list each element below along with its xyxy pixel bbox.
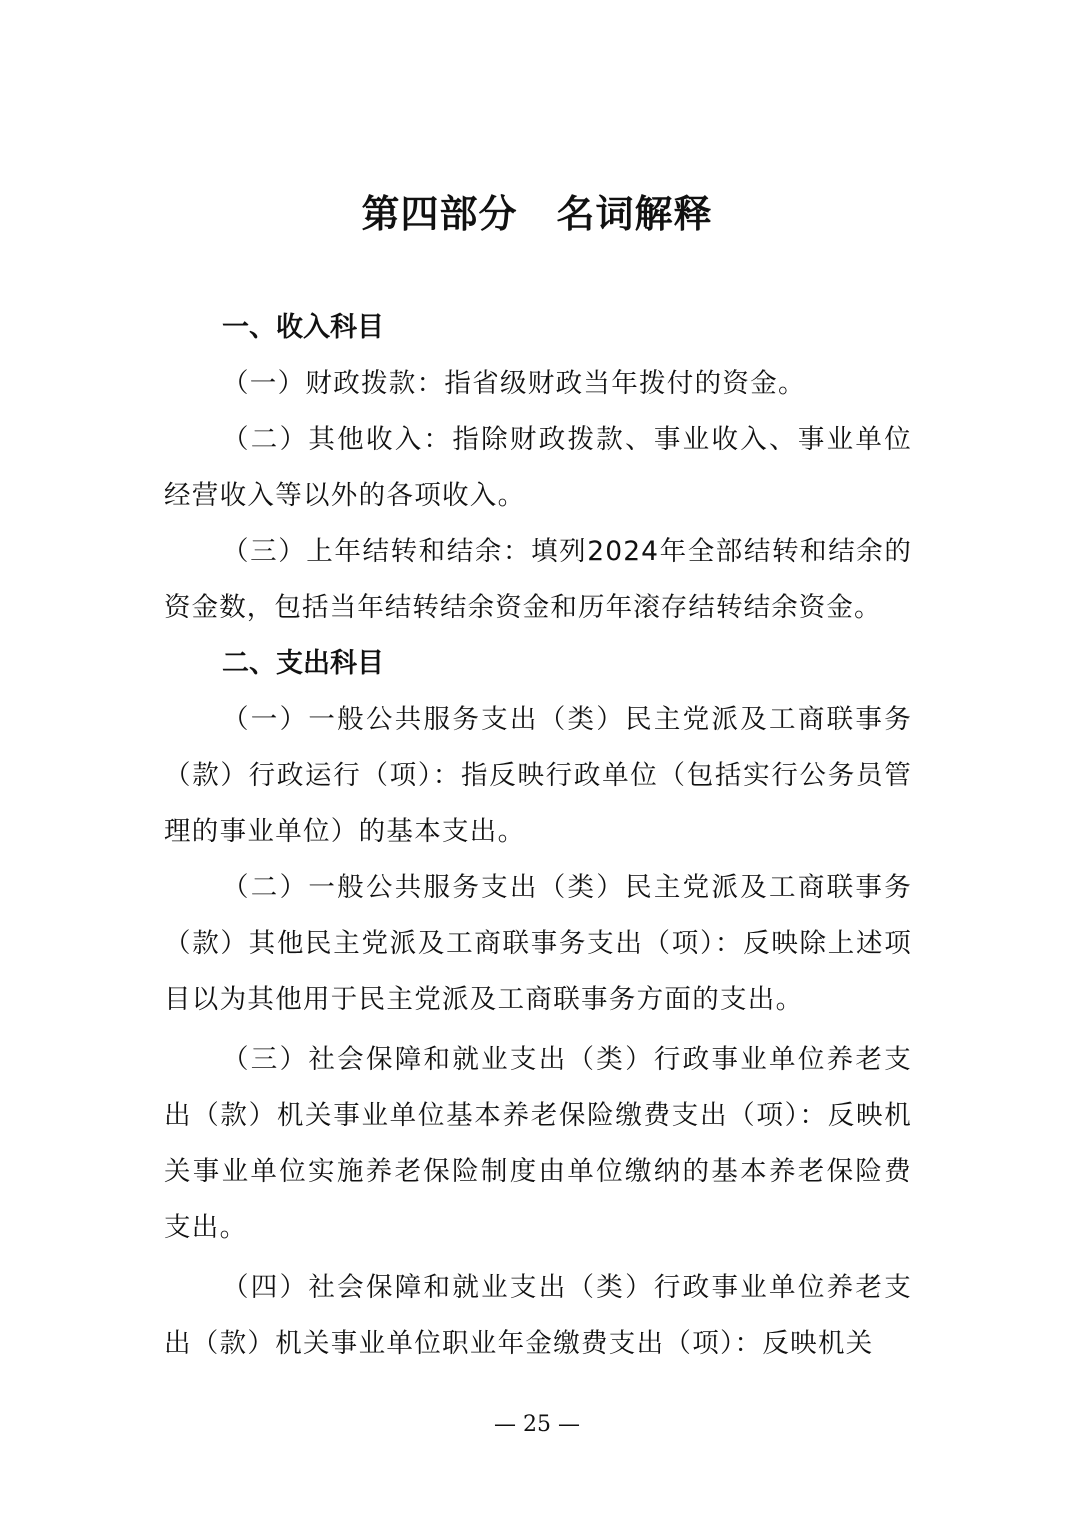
section-heading-income: 一、收入科目 xyxy=(222,312,384,343)
expenditure-item-2: （二）一般公共服务支出（类）民主党派及工商联事务（款）其他民主党派及工商联事务支出（项）：反映除上述项目以为其他用于民主党派及工商联事务方面的支出。 xyxy=(164,872,912,1015)
income-item-2: （二）其他收入：指除财政拨款、事业收入、事业单位经营收入等以外的各项收入。 xyxy=(164,424,912,511)
document-body xyxy=(164,300,912,1372)
section-heading-expenditure: 二、支出科目 xyxy=(222,648,384,679)
income-item-3: （三）上年结转和结余：填列2024年全部结转和结余的资金数，包括当年结转结余资金和历年滚存结转结余资金。 xyxy=(164,536,912,623)
page-number: — 25 — xyxy=(494,1412,580,1437)
expenditure-item-4: （四）社会保障和就业支出（类）行政事业单位养老支出（款）机关事业单位职业年金缴费支出（项）：反映机关 xyxy=(164,1272,912,1359)
expenditure-item-1: （一）一般公共服务支出（类）民主党派及工商联事务（款）行政运行（项）：指反映行政单位（包括实行公务员管理的事业单位）的基本支出。 xyxy=(164,704,912,847)
expenditure-item-3: （三）社会保障和就业支出（类）行政事业单位养老支出（款）机关事业单位基本养老保险缴费支出（项）：反映机关事业单位实施养老保险制度由单位缴纳的基本养老保险费支出。 xyxy=(164,1044,912,1243)
page-title: 第四部分 名词解释 xyxy=(361,191,713,236)
income-item-1: （一）财政拨款：指省级财政当年拨付的资金。 xyxy=(222,368,806,399)
